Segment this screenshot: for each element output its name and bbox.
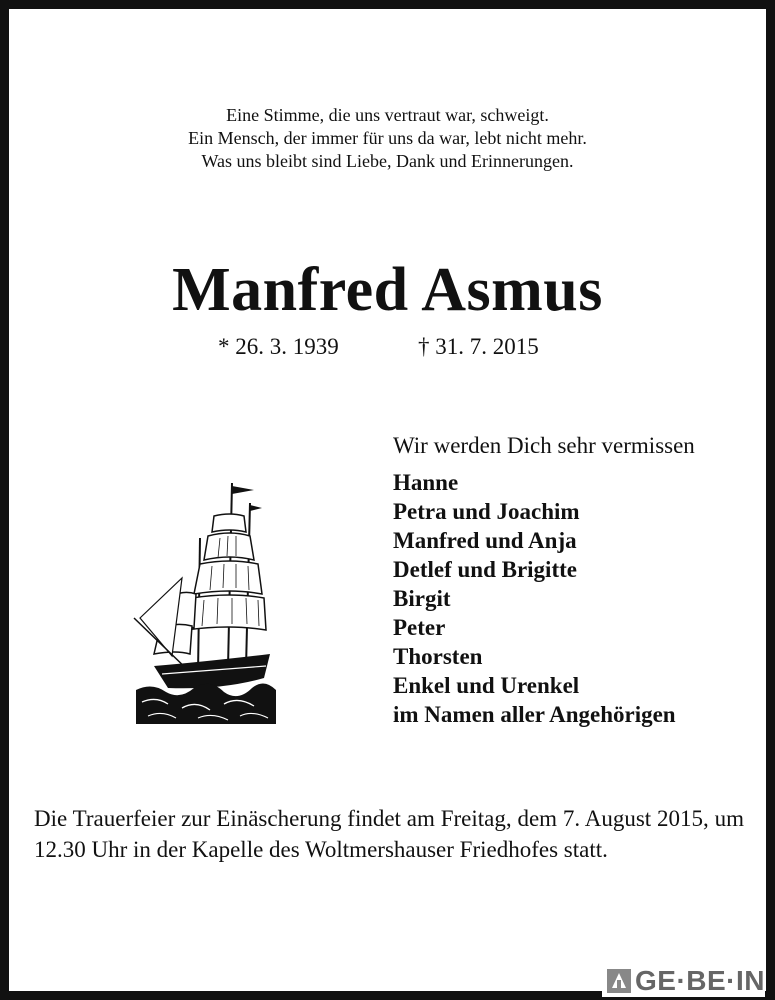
- gebein-logo-icon: [606, 968, 632, 994]
- poem-line: Ein Mensch, der immer für uns da war, lebt nicht mehr.: [188, 128, 587, 148]
- mourner-name: Thorsten: [393, 644, 483, 669]
- mourner-name: Detlef und Brigitte: [393, 557, 577, 582]
- mourner-name: Enkel und Urenkel: [393, 673, 580, 698]
- mourner-name: Manfred und Anja: [393, 528, 577, 553]
- mourner-name: Birgit: [393, 586, 451, 611]
- mourner-name: im Namen aller Angehörigen: [393, 702, 676, 727]
- poem-line: Was uns bleibt sind Liebe, Dank und Erinnerungen.: [201, 151, 574, 171]
- deceased-name: Manfred Asmus: [172, 256, 603, 324]
- sailing-ship-icon: [132, 478, 278, 726]
- mourner-name: Peter: [393, 615, 446, 640]
- service-announcement: Die Trauerfeier zur Einäscherung findet am Freitag, dem 7. August 2015, um 12.30 Uhr in der Kapelle des Woltmershauser Friedhofes statt.: [34, 806, 744, 862]
- mourner-name: Petra und Joachim: [393, 499, 580, 524]
- gebein-logo: [602, 965, 765, 997]
- mourners-list: [393, 468, 676, 729]
- mourners-intro: Wir werden Dich sehr vermissen: [393, 433, 695, 458]
- poem: [0, 104, 775, 173]
- poem-line: Eine Stimme, die uns vertraut war, schweigt.: [226, 105, 549, 125]
- gebein-logo-text: GE·BE·IN: [635, 965, 765, 996]
- mourner-name: Hanne: [393, 470, 459, 495]
- birth-date: * 26. 3. 1939: [218, 334, 339, 359]
- death-date: † 31. 7. 2015: [418, 334, 539, 359]
